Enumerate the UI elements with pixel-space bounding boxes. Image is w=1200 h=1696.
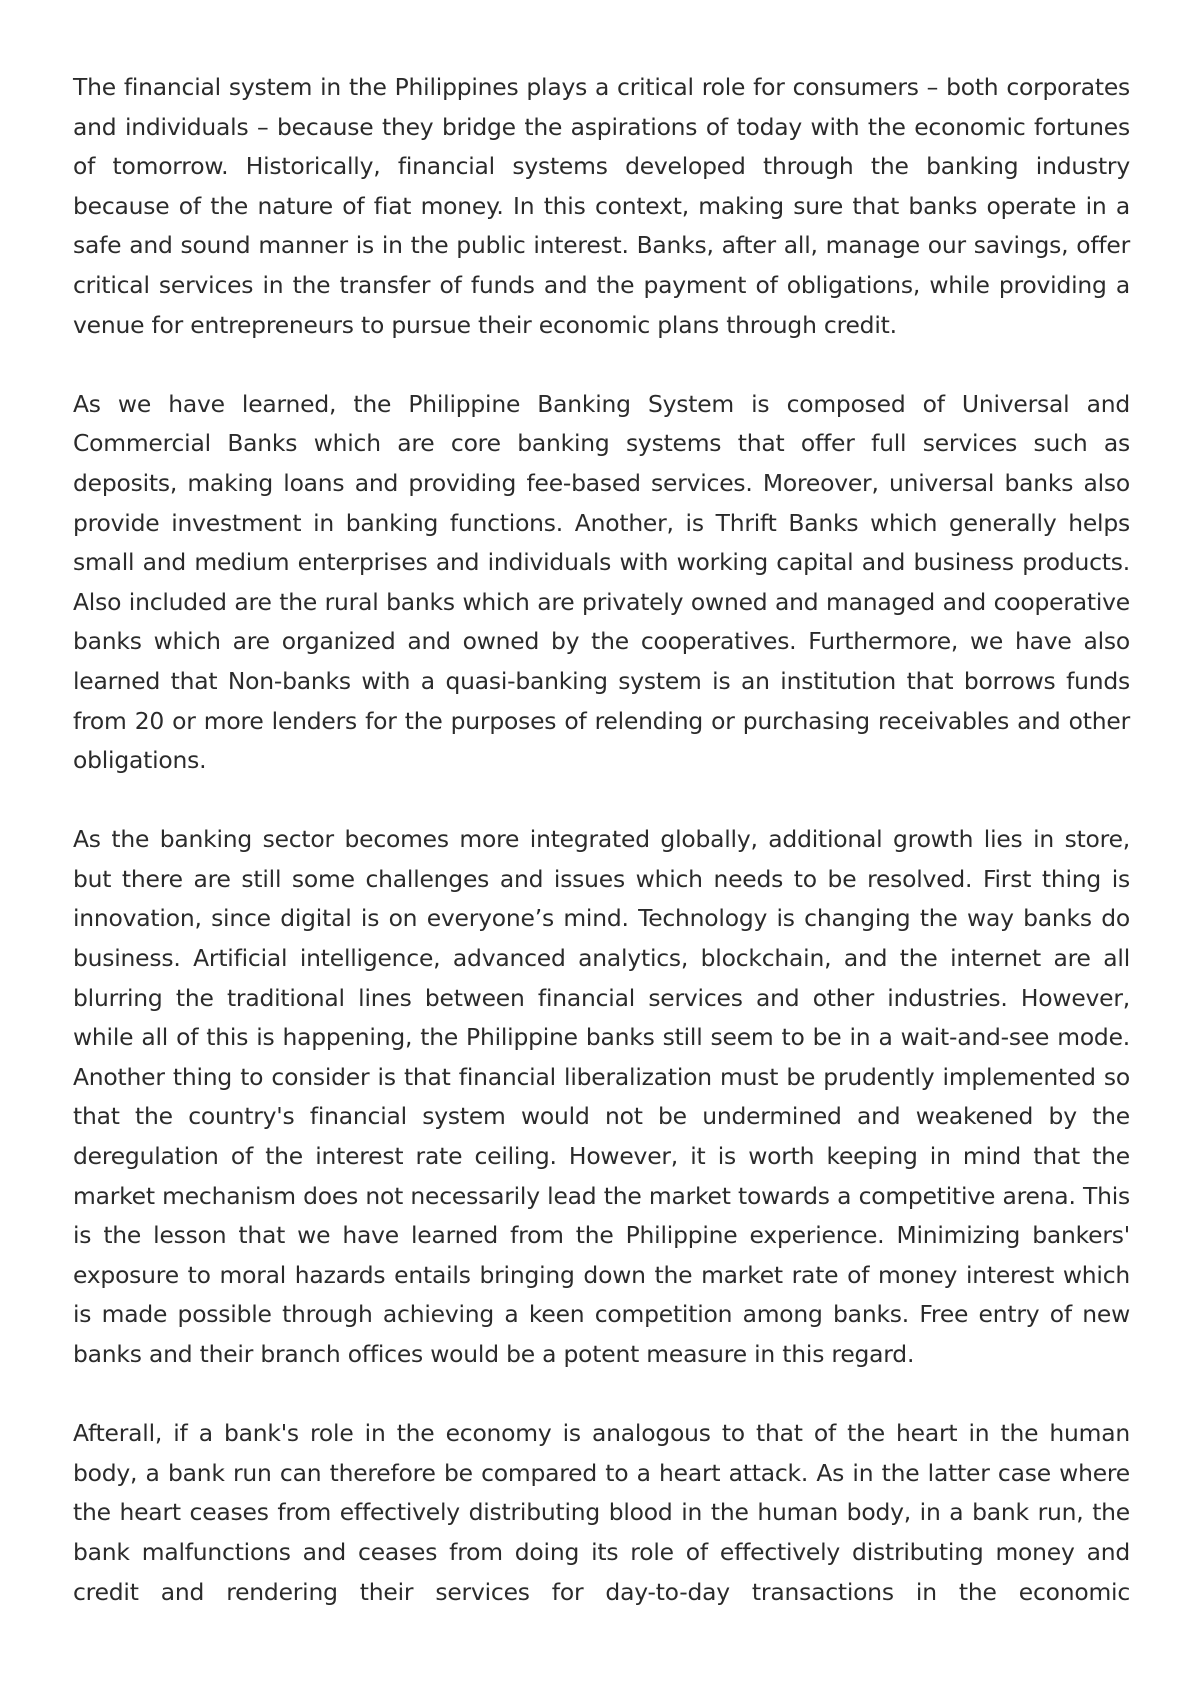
paragraph-financial-system: The financial system in the Philippines plays a critical role for consumers – both corporates and individuals – because they bridge the aspirations of today with the economic fortunes of tomorrow. Historically, financial systems developed through the banking industry because of the nature of fiat money. In this context, making sure that banks operate in a safe and sound manner is in the public interest. Banks, after all, manage our savings, offer critical services in the transfer of funds and the payment of obligations, while providing a venue for entrepreneurs to pursue their economic plans through credit. <box>73 73 1130 339</box>
paragraph-banking-system: As we have learned, the Philippine Banking System is composed of Universal and Commercial Banks which are core banking systems that offer full services such as deposits, making loans and providing fee-based services. Moreover, universal banks also provide investment in banking functions. Another, is Thrift Banks which generally helps small and medium enterprises and individuals with working capital and business products. Also included are the rural banks which are privately owned and managed and cooperative banks which are organized and owned by the cooperatives. Furthermore, we have also learned that Non-banks with a quasi-banking system is an institution that borrows funds from 20 or more lenders for the purposes of relending or purchasing receivables and other obligations. <box>73 389 1130 775</box>
paragraph-challenges: As the banking sector becomes more integrated globally, additional growth lies in store, but there are still some challenges and issues which needs to be resolved. First thing is innovation, since digital is on everyone’s mind. Technology is changing the way banks do business. Artificial intelligence, advanced analytics, blockchain, and the internet are all blurring the traditional lines between financial services and other industries. However, while all of this is happening, the Philippine banks still seem to be in a wait-and-see mode. Another thing to consider is that financial liberalization must be prudently implemented so that the country's financial system would not be undermined and weakened by the deregulation of the interest rate ceiling. However, it is worth keeping in mind that the market mechanism does not necessarily lead the market towards a competitive arena. This is the lesson that we have learned from the Philippine experience. Minimizing bankers' exposure to moral hazards entails bringing down the market rate of money interest which is made possible through achieving a keen competition among banks. Free entry of new banks and their branch offices would be a potent measure in this regard. <box>73 825 1130 1368</box>
body-text <box>73 68 1130 1612</box>
paragraph-bank-run: Afterall, if a bank's role in the economy is analogous to that of the heart in the human body, a bank run can therefore be compared to a heart attack. As in the latter case where the heart ceases from effectively distributing blood in the human body, in a bank run, the bank malfunctions and ceases from doing its role of effectively distributing money and credit and rendering their services for day-to-day transactions in the economic <box>73 1419 1130 1606</box>
